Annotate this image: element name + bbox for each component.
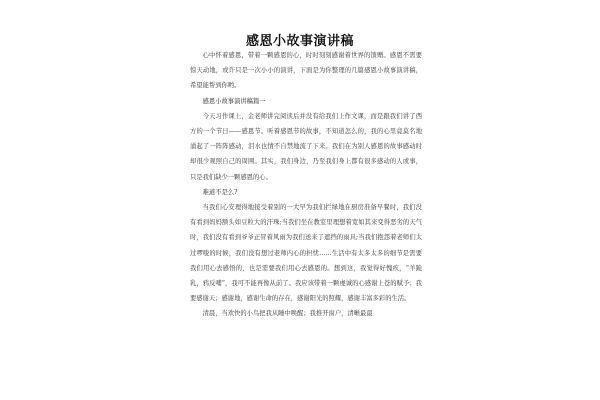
paragraph-intro: 心中怀着感恩，带着一颗感恩的心，时时刻刻感谢着世界的馈赠。感恩不需要惊天动地，或许只是一次小小的演讲，下面是为你整理的几篇感恩小故事演讲稿，希望能帮到你哟。 — [190, 52, 422, 90]
paragraph-reflection: 当我们心安理得地接受着别的一大早为我们拦绿地在厨房准备早餐时，我们没有看到妈妈额头如豆粒大的汗珠;当我们坐在教室里理想着宽如其来变得恶劣的天气时，我们没有看到爷爷正冒着风雨为我们送来了遮挡的雨具;当我们抱怨着老师们太过啰唆的时候，我们没有想过老师内心的担忧……生活中有太多太多的细节是需要我们用心去感悟的，也是需要我们用心去感恩的。想到这，我觉得好愧疚，“羊跪乳，鸦反哺”，我可不能再像从前了。我应该带着一颗虔诚的心感谢上苍的赋予；我要感谢天；感谢地，感谢生命的存在，感谢阳光的照耀，感谢丰富多彩的生活。 — [190, 204, 422, 303]
paragraph-story: 今天习作课上，金老师讲完阅读后并没有给我们上作文课，而是跟我们讲了西方的一个节日——感恩节。听着感恩节的故事，不知道怎么的，我的心里竟莫名地涌起了一阵阵感动，泪水也情不自禁地流了下来。我们在为别人感恩的故事感动时却很少观照自己的周围。其实，我们身边，乃至我们身上都有很多感动的人或事，只是我们缺少一颗感恩的心。 — [190, 112, 422, 181]
section-heading: 感恩小故事演讲稿篇一 — [202, 97, 266, 105]
document-body — [190, 48, 422, 322]
document-title: 感恩小故事演讲稿 — [245, 34, 354, 49]
rhetorical-question: 难道不是么? — [202, 188, 238, 196]
paragraph-morning: 清晨，当欢快的小鸟把我从睡中唤醒；我推开窗户，清晰最最 — [202, 310, 373, 318]
